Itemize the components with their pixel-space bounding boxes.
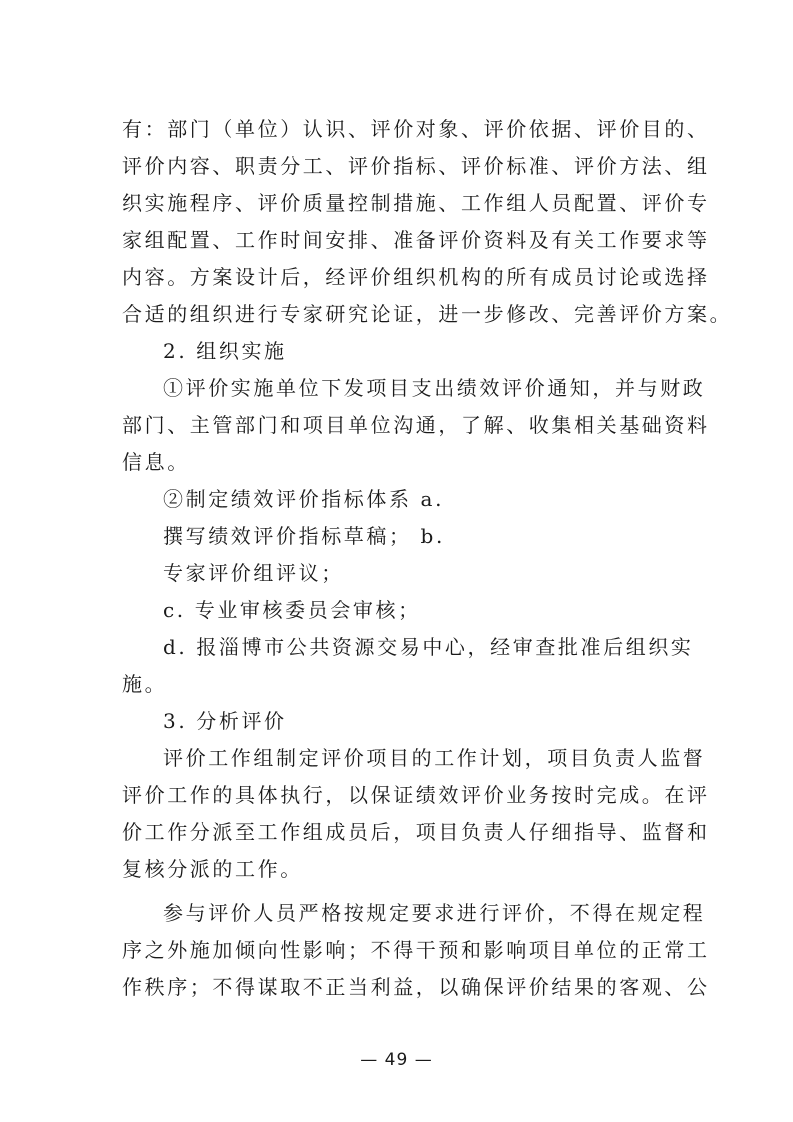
body-line: 评价工作组制定评价项目的工作计划，项目负责人监督 (163, 746, 706, 770)
body-line: 合适的组织进行专家研究论证，进一步修改、完善评价方案。 (122, 302, 733, 326)
section-heading: 2. 组织实施 (163, 339, 287, 363)
body-line: d. 报淄博市公共资源交易中心，经审查批准后组织实 (163, 635, 694, 659)
body-line: 撰写绩效评价指标草稿； b. (163, 524, 445, 548)
body-line: 价工作分派至工作组成员后，项目负责人仔细指导、监督和 (122, 820, 710, 844)
body-line: ②制定绩效评价指标体系 a. (163, 487, 445, 511)
body-line: 信息。 (122, 450, 190, 474)
body-line: 部门、主管部门和项目单位沟通，了解、收集相关基础资料 (122, 413, 710, 437)
body-line: c. 专业审核委员会审核； (163, 598, 421, 622)
body-line: 施。 (122, 672, 168, 696)
body-line: 作秩序；不得谋取不正当利益，以确保评价结果的客观、公 (122, 975, 710, 999)
body-line: 序之外施加倾向性影响；不得干预和影响项目单位的正常工 (122, 938, 710, 962)
body-line: ①评价实施单位下发项目支出绩效评价通知，并与财政 (163, 376, 706, 400)
body-line: 专家评价组评议； (163, 561, 344, 585)
page-number: — 49 — (360, 1050, 433, 1070)
body-line: 有：部门（单位）认识、评价对象、评价依据、评价目的、 (122, 117, 710, 141)
body-line: 评价工作的具体执行，以保证绩效评价业务按时完成。在评 (122, 783, 710, 807)
body-line: 内容。方案设计后，经评价组织机构的所有成员讨论或选择 (122, 265, 710, 289)
body-line: 家组配置、工作时间安排、准备评价资料及有关工作要求等 (122, 228, 710, 252)
body-line: 织实施程序、评价质量控制措施、工作组人员配置、评价专 (122, 191, 710, 215)
body-line: 评价内容、职责分工、评价指标、评价标准、评价方法、组 (122, 154, 710, 178)
body-line: 参与评价人员严格按规定要求进行评价，不得在规定程 (163, 901, 706, 925)
section-heading: 3. 分析评价 (163, 709, 287, 733)
body-line: 复核分派的工作。 (122, 857, 303, 881)
